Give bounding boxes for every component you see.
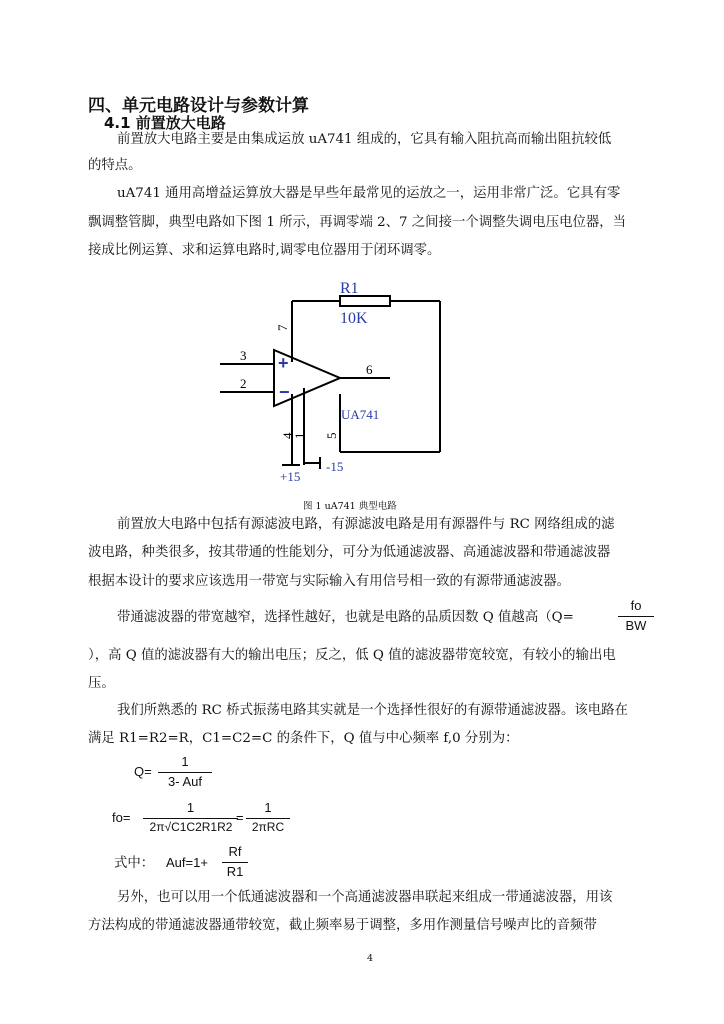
formula-auf-numerator: Rf bbox=[228, 844, 242, 859]
r1-label: R1 bbox=[340, 280, 359, 297]
paragraph-line: 飘调整管脚，典型电路如下图 1 所示，再调零端 2、7 之间接一个调整失调电压电位器，当 bbox=[88, 215, 627, 230]
formula-auf-lhs: Auf=1+ bbox=[166, 855, 208, 870]
section-title: 四、单元电路设计与参数计算 bbox=[88, 96, 309, 116]
formula-fo-numerator-1: 1 bbox=[186, 800, 195, 815]
chip-name-label: UA741 bbox=[341, 407, 380, 422]
fraction-bar bbox=[222, 862, 248, 863]
paragraph-line: ），高 Q 值的滤波器有大的输出电压；反之，低 Q 值的滤波器带宽较宽，有较小的输出电 bbox=[88, 648, 616, 663]
paragraph-line: 方法构成的带通滤波器通带较宽，截止频率易于调整，多用作测量信号噪声比的音频带 bbox=[88, 918, 597, 933]
paragraph-line: uA741 通用高增益运算放大器是早些年最常见的运放之一，运用非常广泛。它具有零 bbox=[117, 186, 621, 201]
pin-1-label: 1 bbox=[292, 432, 307, 439]
formula-q-denominator: 3- Auf bbox=[168, 774, 202, 789]
vminus-label: -15 bbox=[326, 459, 344, 474]
minus-input-sign: − bbox=[279, 382, 290, 402]
formula-fo-denominator-1: 2π√C1C2R1R2 bbox=[149, 820, 233, 834]
paragraph-line: 带通滤波器的带宽越窄，选择性越好，也就是电路的品质因数 Q 值越高（Q= bbox=[117, 610, 574, 625]
subsection-title: 4.1 前置放大电路 bbox=[104, 114, 226, 132]
paragraph-line: 另外，也可以用一个低通滤波器和一个高通滤波器串联起来组成一带通滤波器，用该 bbox=[117, 890, 613, 905]
pin-5-label: 5 bbox=[324, 432, 339, 439]
paragraph-line: 压。 bbox=[88, 676, 115, 691]
resistor-r1 bbox=[340, 296, 390, 306]
pin-2-label: 2 bbox=[240, 376, 247, 391]
paragraph-line: 的特点。 bbox=[88, 158, 142, 173]
pin-3-label: 3 bbox=[240, 348, 247, 363]
paragraph-line: 我们所熟悉的 RC 桥式振荡电路其实就是一个选择性很好的有源带通滤波器。该电路在 bbox=[117, 703, 628, 718]
paragraph-line: 前置放大电路主要是由集成运放 uA741 组成的，它具有输入阻抗高而输出阻抗较低 bbox=[117, 132, 612, 147]
pin-7-label: 7 bbox=[275, 324, 290, 331]
r1-value: 10K bbox=[340, 310, 368, 327]
formula-auf-denominator: R1 bbox=[226, 864, 244, 879]
paragraph-line: 满足 R1=R2=R，C1=C2=C 的条件下，Q 值与中心频率 f,0 分别为： bbox=[88, 731, 519, 746]
pin-6-label: 6 bbox=[366, 362, 373, 377]
formula-fo-denominator-2: 2πRC bbox=[251, 820, 285, 834]
figure-caption: 图 1 uA741 典型电路 bbox=[303, 501, 397, 512]
pin-4-label: 4 bbox=[280, 432, 295, 439]
formula-fo-equals: = bbox=[236, 810, 244, 825]
paragraph-line: 波电路，种类很多，按其带通的性能划分，可分为低通滤波器、高通滤波器和带通滤波器 bbox=[88, 545, 611, 560]
fraction-bar bbox=[618, 616, 654, 617]
paragraph-line: 根据本设计的要求应该选用一带宽与实际输入有用信号相一致的有源带通滤波器。 bbox=[88, 574, 571, 589]
formula-fo-lhs: fo= bbox=[112, 810, 131, 825]
fraction-bar bbox=[143, 818, 238, 819]
formula-q-numerator: 1 bbox=[181, 754, 189, 769]
fraction-bar bbox=[158, 772, 212, 773]
paragraph-line: 接成比例运算、求和运算电路时,调零电位器用于闭环调零。 bbox=[88, 243, 441, 258]
formula-q-lhs: Q= bbox=[134, 764, 152, 779]
inline-fraction-denominator: BW bbox=[625, 618, 647, 633]
opamp-circuit-diagram bbox=[220, 275, 480, 490]
paragraph-line: 前置放大电路中包括有源滤波电路，有源滤波电路是用有源器件与 RC 网络组成的滤 bbox=[117, 517, 615, 532]
page-number: 4 bbox=[367, 953, 374, 964]
inline-fraction-numerator: fo bbox=[630, 598, 642, 613]
fraction-bar bbox=[246, 818, 290, 819]
vplus-label: +15 bbox=[280, 469, 301, 484]
plus-input-sign: + bbox=[278, 353, 289, 373]
formula-auf-prefix: 式中： bbox=[114, 856, 155, 871]
formula-fo-numerator-2: 1 bbox=[264, 800, 272, 815]
